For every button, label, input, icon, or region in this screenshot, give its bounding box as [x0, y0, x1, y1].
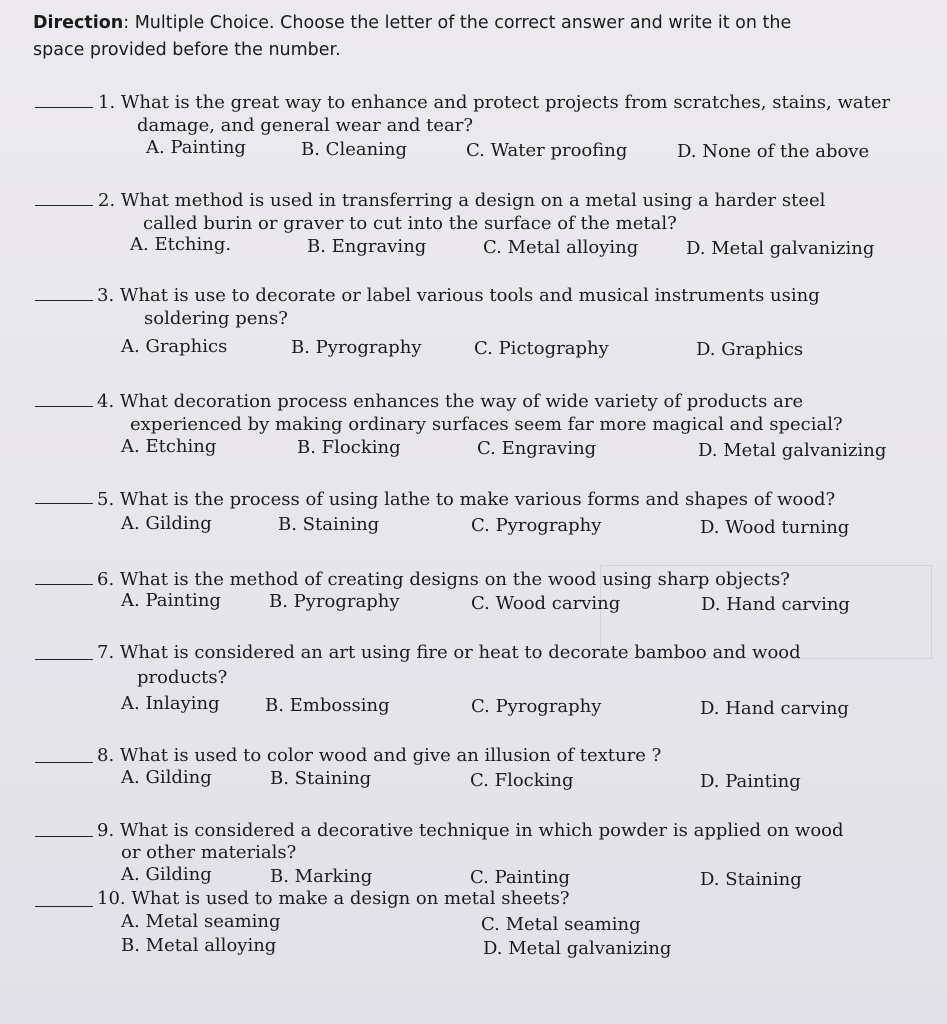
question-1-choice-d: D. None of the above [677, 141, 870, 162]
question-5-line-1: 5. What is the process of using lathe to make various forms and shapes of wood? [97, 489, 836, 510]
answer-blank-1[interactable] [35, 107, 93, 108]
question-4-choice-d: D. Metal galvanizing [698, 440, 887, 461]
question-9-choice-b: B. Marking [270, 866, 373, 887]
question-2-choice-a: A. Etching. [130, 234, 232, 255]
question-8-choice-c: C. Flocking [470, 770, 574, 791]
question-7-choice-d: D. Hand carving [700, 698, 849, 719]
question-10-line-1: 10. What is used to make a design on metal sheets? [97, 888, 570, 909]
question-5-choice-c: C. Pyrography [471, 515, 602, 536]
question-8-choice-a: A. Gilding [121, 767, 212, 788]
question-8-choice-b: B. Staining [270, 768, 372, 789]
direction-line-1 [33, 12, 791, 34]
answer-blank-5[interactable] [35, 503, 93, 504]
question-7-choice-a: A. Inlaying [121, 693, 220, 714]
question-10-choice-d: D. Metal galvanizing [483, 938, 672, 959]
question-4-choice-a: A. Etching [121, 436, 217, 457]
question-5-choice-d: D. Wood turning [700, 517, 850, 538]
direction-label: Direction [33, 13, 124, 33]
question-6-choice-c: C. Wood carving [471, 593, 621, 614]
question-2-choice-c: C. Metal alloying [483, 237, 639, 258]
question-7-choice-c: C. Pyrography [471, 696, 602, 717]
question-10-choice-c: C. Metal seaming [481, 914, 641, 935]
question-6-choice-d: D. Hand carving [701, 594, 850, 615]
question-8-choice-d: D. Painting [700, 771, 801, 792]
question-8-line-1: 8. What is used to color wood and give an illusion of texture ? [97, 745, 662, 766]
question-1-line-1: 1. What is the great way to enhance and protect projects from scratches, stains, water [98, 92, 891, 113]
question-3-line-1: 3. What is use to decorate or label various tools and musical instruments using [97, 285, 820, 306]
question-7-line-2: products? [137, 667, 228, 688]
question-3-choice-c: C. Pictography [474, 338, 609, 359]
question-2-choice-b: B. Engraving [307, 236, 427, 257]
answer-blank-8[interactable] [35, 762, 93, 763]
question-3-choice-b: B. Pyrography [291, 337, 422, 358]
question-10-choice-b: B. Metal alloying [121, 935, 277, 956]
answer-blank-4[interactable] [35, 406, 93, 407]
question-2-line-2: called burin or graver to cut into the surface of the metal? [143, 213, 677, 234]
question-5-choice-b: B. Staining [278, 514, 380, 535]
answer-blank-2[interactable] [35, 205, 93, 206]
question-4-choice-b: B. Flocking [297, 437, 401, 458]
question-1-line-2: damage, and general wear and tear? [137, 115, 474, 136]
question-1-choice-b: B. Cleaning [301, 139, 408, 160]
answer-blank-10[interactable] [35, 906, 93, 907]
answer-blank-9[interactable] [35, 836, 93, 837]
question-4-choice-c: C. Engraving [477, 438, 597, 459]
question-6-line-1: 6. What is the method of creating designs on the wood using sharp objects? [97, 569, 790, 590]
question-3-choice-d: D. Graphics [696, 339, 804, 360]
answer-blank-3[interactable] [35, 300, 93, 301]
question-7-line-1: 7. What is considered an art using fire or heat to decorate bamboo and wood [97, 642, 801, 663]
question-1-choice-c: C. Water proofing [466, 140, 628, 161]
question-9-choice-c: C. Painting [470, 867, 571, 888]
answer-blank-7[interactable] [35, 659, 93, 660]
question-9-choice-a: A. Gilding [121, 864, 212, 885]
question-3-line-2: soldering pens? [144, 308, 288, 329]
direction-line-2: space provided before the number. [33, 40, 341, 60]
question-6-choice-a: A. Painting [121, 590, 221, 611]
question-1-choice-a: A. Painting [146, 137, 246, 158]
direction-text: : Multiple Choice. Choose the letter of the correct answer and write it on the [123, 13, 792, 33]
question-9-line-2: or other materials? [121, 842, 297, 863]
question-2-line-1: 2. What method is used in transferring a design on a metal using a harder steel [98, 190, 826, 211]
question-5-choice-a: A. Gilding [121, 513, 212, 534]
question-6-choice-b: B. Pyrography [269, 591, 400, 612]
question-9-line-1: 9. What is considered a decorative technique in which powder is applied on wood [97, 820, 844, 841]
question-9-choice-d: D. Staining [700, 869, 802, 890]
answer-blank-6[interactable] [35, 584, 93, 585]
question-4-line-2: experienced by making ordinary surfaces seem far more magical and special? [130, 414, 843, 435]
question-3-choice-a: A. Graphics [121, 336, 228, 357]
question-4-line-1: 4. What decoration process enhances the way of wide variety of products are [97, 391, 804, 412]
question-7-choice-b: B. Embossing [265, 695, 390, 716]
question-10-choice-a: A. Metal seaming [121, 911, 281, 932]
question-2-choice-d: D. Metal galvanizing [686, 238, 875, 259]
